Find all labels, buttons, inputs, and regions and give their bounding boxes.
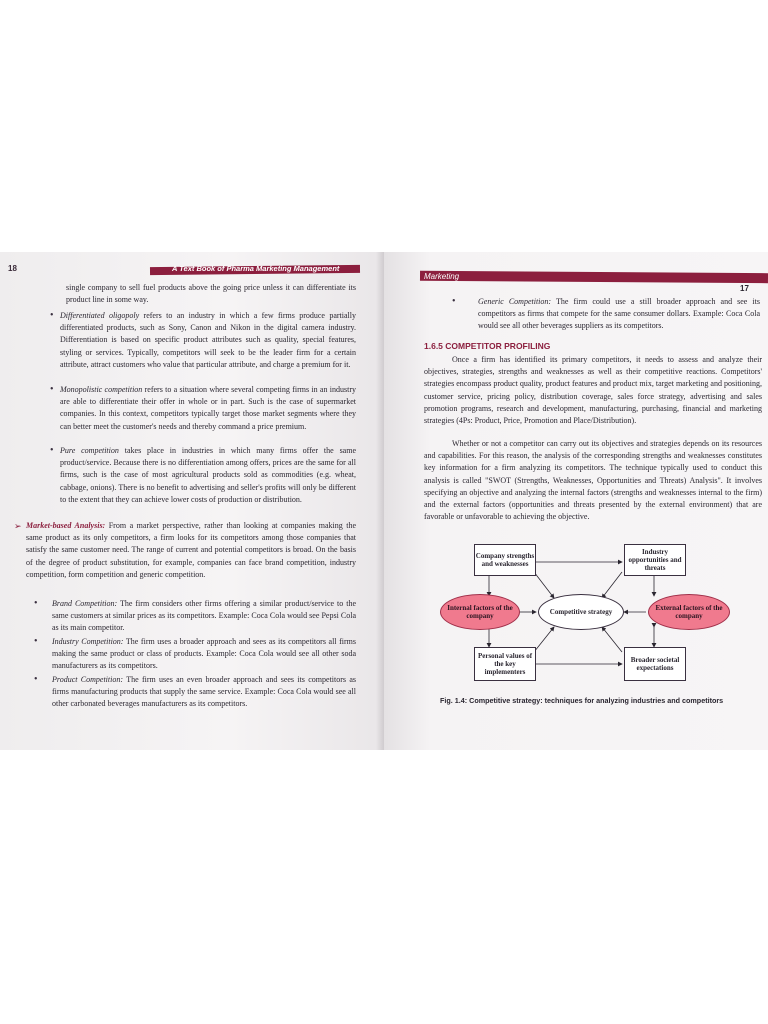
ellipse-internal-factors: Internal factors of the company bbox=[440, 594, 520, 630]
ellipse-competitive-strategy: Competitive strategy bbox=[538, 594, 624, 630]
arrow-diag-bottom-right bbox=[602, 627, 622, 652]
bullet-product-competition bbox=[52, 674, 356, 711]
bullet-icon: • bbox=[50, 445, 54, 456]
bullet-brand-competition bbox=[52, 598, 356, 635]
arrow-diag-bottom-left bbox=[534, 627, 554, 652]
arrowhead-bullet-icon: ➢ bbox=[14, 521, 22, 531]
bullet-text: The firm uses a broader approach and sees as its competitors all firms making the same product or class of products. Example: Coca Cola would see all other soda manufacturers as its competitors. bbox=[52, 637, 356, 671]
bullet-industry-competition bbox=[52, 636, 356, 673]
left-page bbox=[0, 252, 384, 750]
bullet-term: Product Competition: bbox=[52, 675, 124, 684]
market-based-term: Market-based Analysis: bbox=[26, 521, 106, 530]
right-header-title: Marketing bbox=[424, 272, 460, 281]
bullet-text: refers to a situation where several competing firms in an industry are able to differentiate their offer in whole or in part. Such is the case of supermarket companies. In this context, competitors typically target those market segments where they can better meet the customer's needs and thereby command a price premium. bbox=[60, 385, 356, 431]
ellipse-external-factors: External factors of the company bbox=[648, 594, 730, 630]
arrow-diag-top-left bbox=[534, 572, 554, 598]
bullet-term: Brand Competition: bbox=[52, 599, 118, 608]
bullet-text: The firm could use a still broader approach and see its competitors as firms that compete for the same consumer dollars. Example: Coca Cola would see all other beverages suppliers as its competitors. bbox=[478, 297, 760, 331]
bullet-icon: • bbox=[452, 296, 456, 307]
bullet-icon: • bbox=[34, 636, 38, 647]
market-based-text: From a market perspective, rather than looking at companies making the same product as its only competitors, a firm looks for its competitors among those companies that satisfy the same customer need. The range of current and potential competitors is broad. On the basis of the degree of product substitution, for example, companies can face brand competition, industry competition, form competition and generic competition. bbox=[26, 521, 356, 579]
right-page bbox=[384, 252, 768, 750]
bullet-term: Differentiated oligopoly bbox=[60, 311, 140, 320]
bullet-term: Generic Competition: bbox=[478, 297, 552, 306]
bullet-icon: • bbox=[50, 310, 54, 321]
left-page-number: 18 bbox=[8, 264, 17, 273]
book-spread bbox=[0, 252, 768, 750]
bullet-text: takes place in industries in which many firms offer the same product/service. Because there is no differentiation among offers, prices are the same for all firms, such is the case of most agricultural products sold as commodities (e.g. wheat, cabbage, onions). There is no benefit to advertising and seller's profits will only be different to the extent that they can achieve lower costs of production or distribution. bbox=[60, 446, 357, 504]
section-heading: 1.6.5 COMPETITOR PROFILING bbox=[424, 341, 551, 351]
bullet-term: Monopolistic competition bbox=[60, 385, 143, 394]
bullet-icon: • bbox=[50, 384, 54, 395]
bullet-pure-competition bbox=[60, 445, 356, 506]
bullet-text: refers to an industry in which a few firms produce partially differentiated products, such as Sony, Canon and Nikon in the digital camera industry. Differentiation is based on specific product attributes such as quality, special features, styling or services. Typically, competitors will seek to be the leader firm for a certain attribute, attract customers who value that particular attribute, and charge a premium for it. bbox=[60, 311, 356, 369]
box-societal-expectations: Broader societal expectations bbox=[624, 647, 686, 681]
intro-paragraph: single company to sell fuel products above the going price unless it can differentiate its product line in some way. bbox=[66, 283, 356, 305]
bullet-icon: • bbox=[34, 598, 38, 609]
box-company-strengths: Company strengths and weaknesses bbox=[474, 544, 536, 576]
market-based-analysis-paragraph bbox=[26, 520, 356, 581]
bullet-monopolistic-competition bbox=[60, 384, 356, 433]
competitor-profiling-paragraph-2: Whether or not a competitor can carry out its objectives and strategies depends on its resources and capabilities. For this reason, the analysis of the corresponding strengths and weaknesses constitutes key information for a firm analyzing its competitors. The technique typically used to conduct this analysis is called "SWOT (Strengths, Weaknesses, Opportunities and Threats) Analysis". It involves specifying an objective and analyzing the internal factors (strengths and weaknesses internal to the firm) and the external factors (opportunities and threats presented by the external environment) that are favorable or unfavorable to achieving the objective. bbox=[424, 439, 762, 522]
box-personal-values: Personal values of the key implementers bbox=[474, 647, 536, 681]
bullet-term: Industry Competition: bbox=[52, 637, 124, 646]
bullet-icon: • bbox=[34, 674, 38, 685]
bullet-text: The firm considers other firms offering a similar product/service to the same customers at similar prices as its competitors. Example: Coca Cola would see Pepsi Cola as its main competitor. bbox=[52, 599, 357, 633]
figure-caption: Fig. 1.4: Competitive strategy: techniques for analyzing industries and competitors bbox=[440, 696, 724, 705]
competitive-strategy-diagram bbox=[384, 252, 768, 750]
box-industry-opportunities: Industry opportunities and threats bbox=[624, 544, 686, 576]
arrow-diag-top-right bbox=[602, 572, 622, 598]
bullet-term: Pure competition bbox=[60, 446, 119, 455]
bullet-differentiated-oligopoly bbox=[60, 310, 356, 371]
competitor-profiling-paragraph-1: Once a firm has identified its primary competitors, it needs to assess and analyze their objectives, strategies, strengths and weaknesses as well as their competitive reactions. Competitors' strategies encompass product quality, product features and product mix, target marketing and positioning, customer service, pricing policy, distribution coverage, sales force strategy, advertising and sales promotion programs, research and development, manufacturing, purchasing, financial and marketing strategies (4Ps: Product, Price, Promotion and Place/Distribution). bbox=[424, 355, 762, 426]
right-page-number: 17 bbox=[740, 284, 749, 293]
left-header-title: A Text Book of Pharma Marketing Management bbox=[172, 264, 340, 273]
bullet-text: The firm uses an even broader approach and sees its competitors as firms manufacturing products that supply the same service. Example: Coca Cola would see all other carbonated beverages manufacturers as its competitors. bbox=[52, 675, 356, 709]
